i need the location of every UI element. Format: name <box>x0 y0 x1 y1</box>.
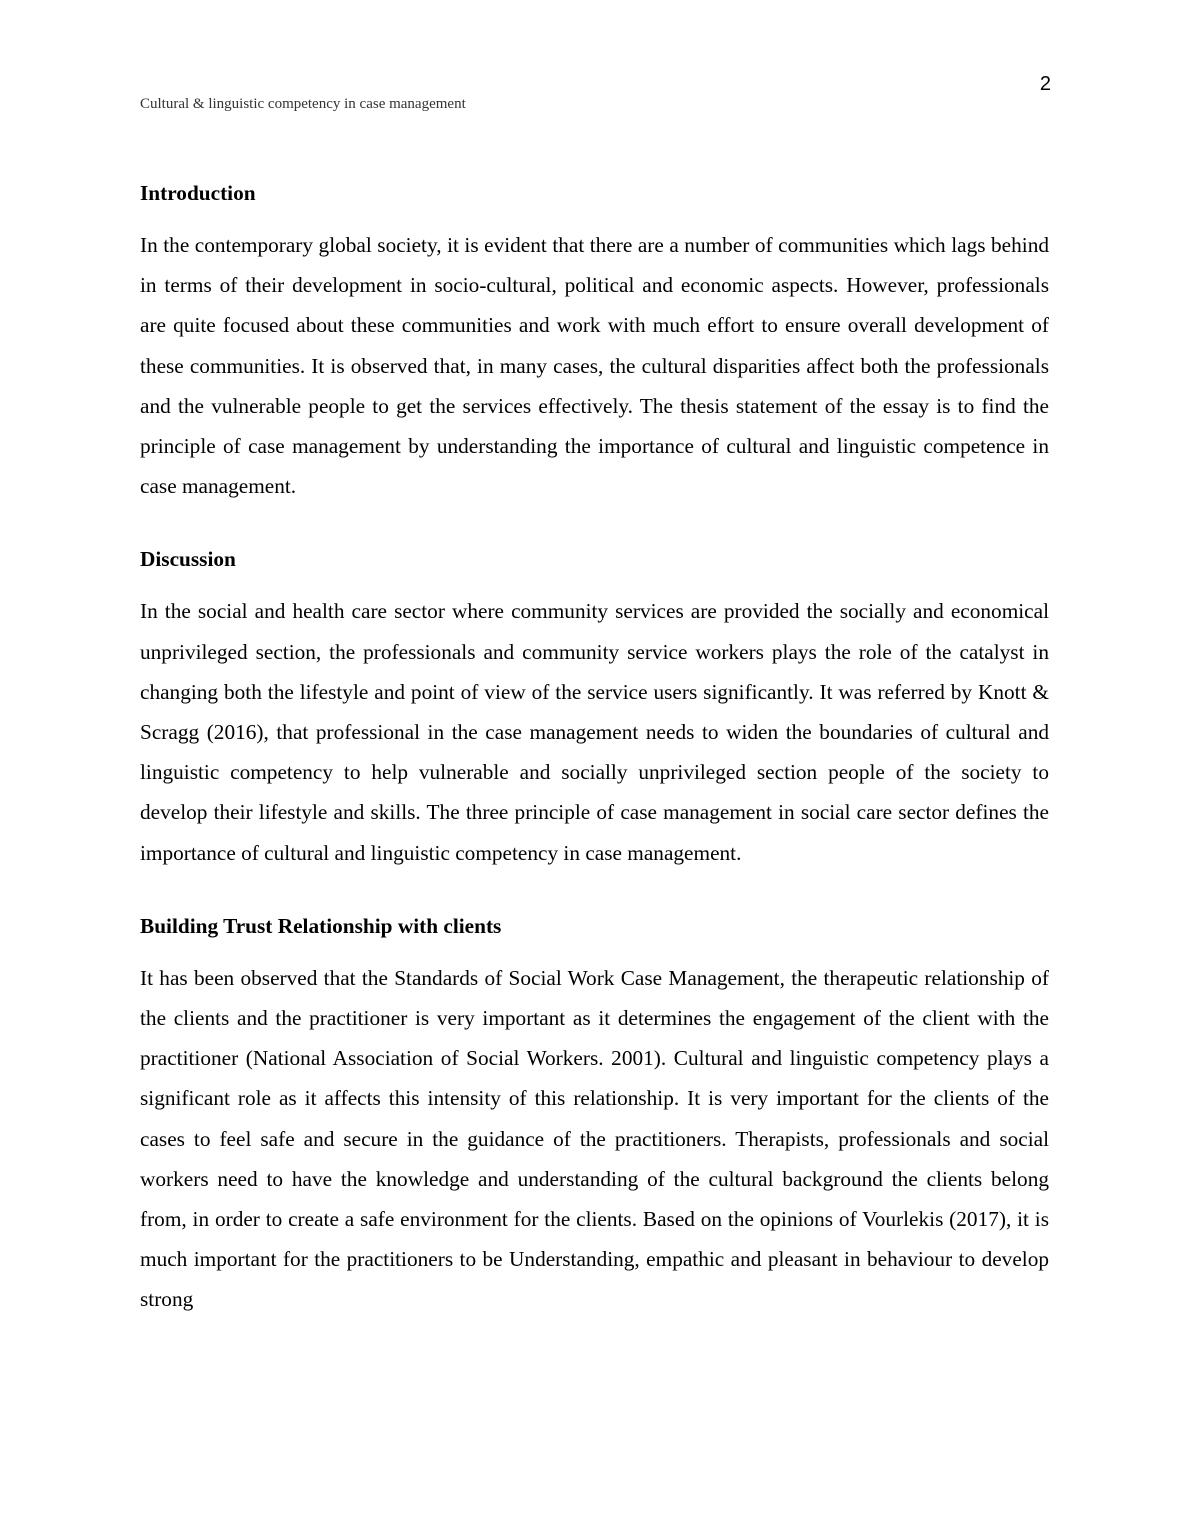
document-body <box>140 178 1049 1320</box>
section-heading-discussion: Discussion <box>140 547 236 572</box>
section-building-trust <box>140 911 1049 1320</box>
section-introduction <box>140 178 1049 506</box>
page-number: 2 <box>1039 73 1051 95</box>
section-heading-building-trust: Building Trust Relationship with clients <box>140 913 502 938</box>
running-head: Cultural & linguistic competency in case management <box>140 96 466 112</box>
section-heading-introduction: Introduction <box>140 181 256 205</box>
section-discussion <box>140 544 1049 872</box>
paragraph-building-trust: It has been observed that the Standards of Social Work Case Management, the therapeutic relationship of the clients and the practitioner is very important as it determines the engagement of the client with the practitioner (National Association of Social Workers. 2001). Cultural and linguistic competency plays a significant role as it affects this intensity of this relationship. It is very important for the clients of the cases to feel safe and secure in the guidance of the practitioners. Therapists, professionals and social workers need to have the knowledge and understanding of the cultural background the clients belong from, in order to create a safe environment for the clients. Based on the opinions of Vourlekis (2017), it is much important for the practitioners to be Understanding, empathic and pleasant in behaviour to develop strong <box>140 965 1049 1312</box>
paragraph-discussion: In the social and health care sector where community services are provided the socially and economical unprivileged section, the professionals and community service workers plays the role of the catalyst in changing both the lifestyle and point of view of the service users significantly. It was referred by Knott & Scragg (2016), that professional in the case management needs to widen the boundaries of cultural and linguistic competency to help vulnerable and socially unprivileged section people of the society to develop their lifestyle and skills. The three principle of case management in social care sector defines the importance of cultural and linguistic competency in case management. <box>140 599 1049 865</box>
paragraph-introduction: In the contemporary global society, it is evident that there are a number of communities which lags behind in terms of their development in socio-cultural, political and economic aspects. However, professionals are quite focused about these communities and work with much effort to ensure overall development of these communities. It is observed that, in many cases, the cultural disparities affect both the professionals and the vulnerable people to get the services effectively. The thesis statement of the essay is to find the principle of case management by understanding the importance of cultural and linguistic competence in case management. <box>140 233 1049 499</box>
